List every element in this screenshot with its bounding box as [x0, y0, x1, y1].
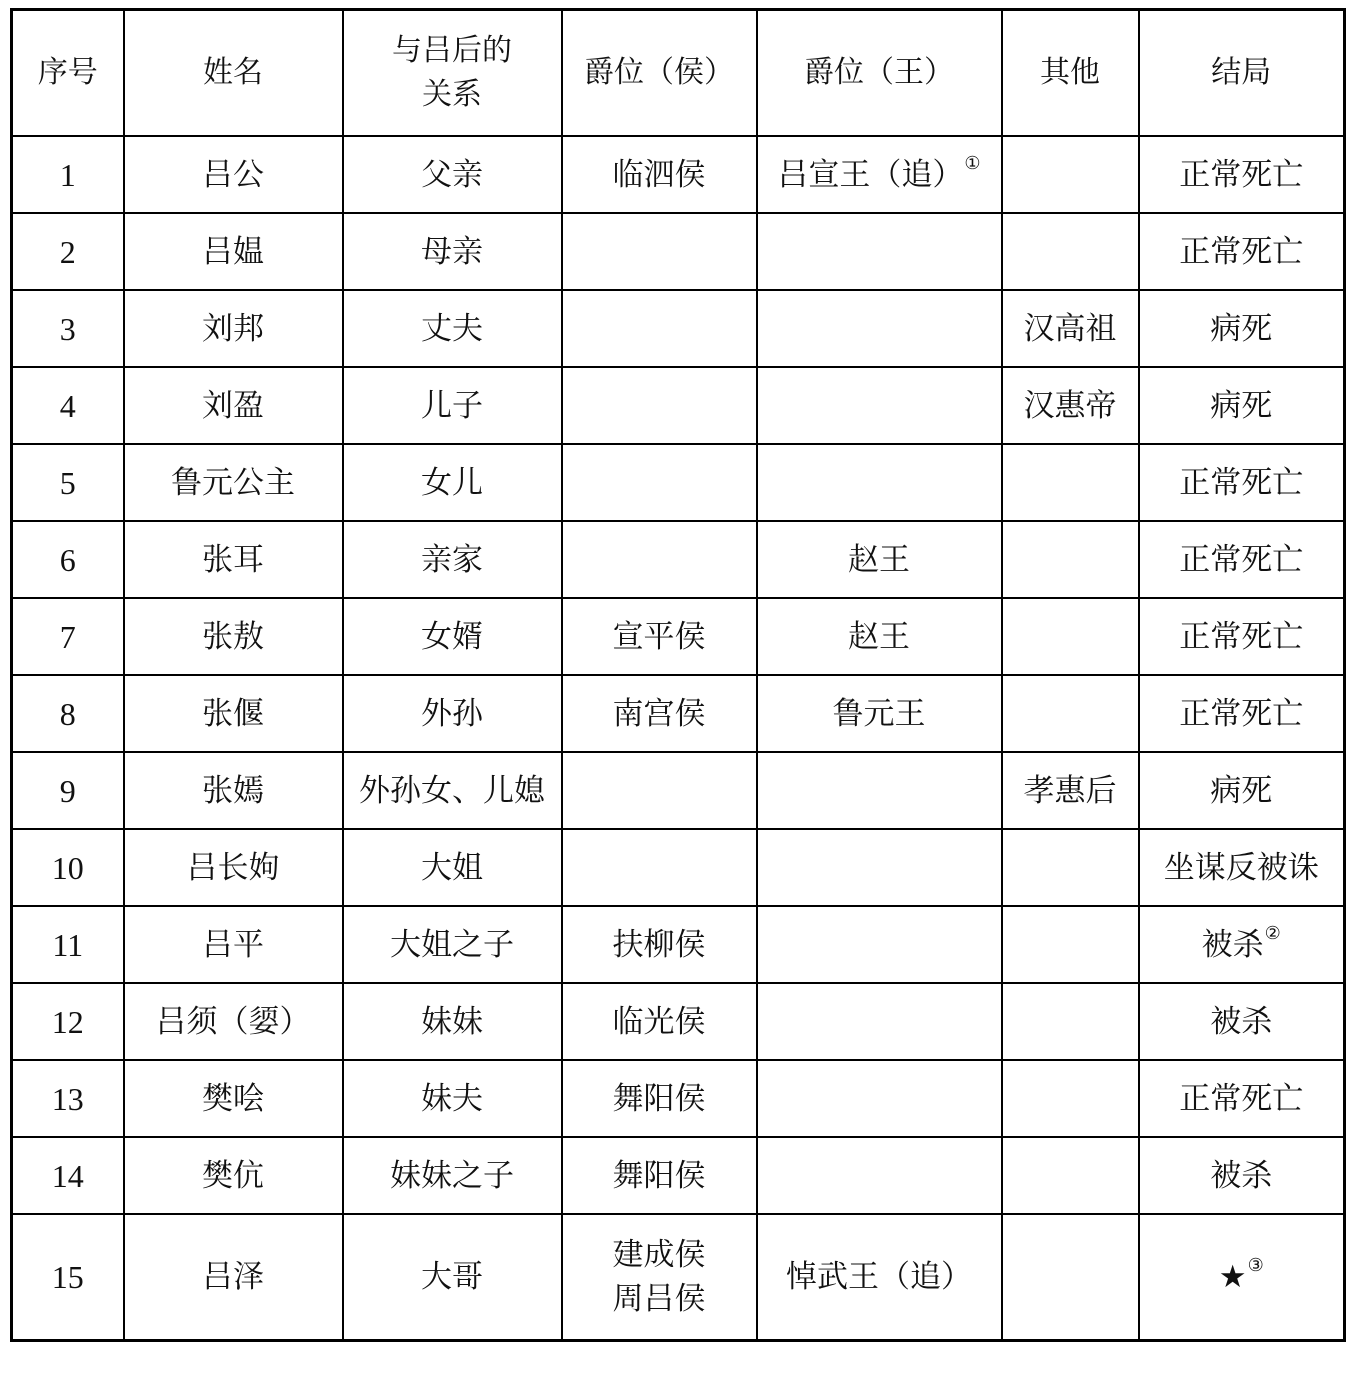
cell-outcome-text: 正常死亡 — [1179, 618, 1304, 655]
cell-no: 6 — [12, 521, 124, 598]
table-row — [12, 1214, 1345, 1341]
table-row — [12, 598, 1345, 675]
cell-no: 2 — [12, 213, 124, 290]
cell-other — [1002, 983, 1139, 1060]
table-row — [12, 983, 1345, 1060]
cell-no: 1 — [12, 136, 124, 213]
col-header-king: 爵位（王） — [757, 10, 1002, 137]
footnote-marker: ① — [964, 152, 981, 174]
cell-outcome — [1139, 213, 1345, 290]
cell-marquis-title-2: 周吕侯 — [612, 1281, 706, 1317]
cell-outcome — [1139, 598, 1345, 675]
cell-no: 5 — [12, 444, 124, 521]
cell-name: 张嫣 — [124, 752, 343, 829]
cell-other — [1002, 598, 1139, 675]
cell-name: 张偃 — [124, 675, 343, 752]
col-header-other: 其他 — [1002, 10, 1139, 137]
cell-king — [757, 136, 1002, 213]
cell-name: 吕泽 — [124, 1214, 343, 1341]
cell-marquis: 宣平侯 — [562, 598, 757, 675]
cell-name: 吕长姁 — [124, 829, 343, 906]
cell-king — [757, 367, 1002, 444]
cell-marquis: 舞阳侯 — [562, 1137, 757, 1214]
cell-king — [757, 290, 1002, 367]
cell-outcome-text: 被杀 — [1201, 926, 1264, 963]
cell-outcome-text: 正常死亡 — [1179, 156, 1304, 193]
cell-other: 汉惠帝 — [1002, 367, 1139, 444]
table-body — [12, 136, 1345, 1341]
cell-king — [757, 675, 1002, 752]
col-header-name: 姓名 — [124, 10, 343, 137]
cell-no: 11 — [12, 906, 124, 983]
cell-king — [757, 752, 1002, 829]
cell-outcome — [1139, 367, 1345, 444]
cell-king — [757, 213, 1002, 290]
cell-name: 樊哙 — [124, 1060, 343, 1137]
cell-outcome — [1139, 290, 1345, 367]
col-header-relation-line1: 与吕后的 — [392, 33, 512, 68]
cell-name: 吕平 — [124, 906, 343, 983]
footnote-marker: ③ — [1247, 1255, 1264, 1276]
cell-outcome — [1139, 675, 1345, 752]
cell-outcome-text: 被杀 — [1210, 1003, 1273, 1040]
cell-no: 15 — [12, 1214, 124, 1341]
cell-marquis — [562, 752, 757, 829]
cell-marquis — [562, 1214, 757, 1341]
cell-king-text: 悼武王（追） — [786, 1259, 972, 1295]
cell-name: 刘邦 — [124, 290, 343, 367]
cell-outcome-text: 病死 — [1210, 772, 1273, 809]
cell-outcome — [1139, 1214, 1345, 1341]
cell-name: 樊伉 — [124, 1137, 343, 1214]
cell-outcome — [1139, 752, 1345, 829]
cell-other — [1002, 1060, 1139, 1137]
cell-other: 汉高祖 — [1002, 290, 1139, 367]
cell-marquis — [562, 213, 757, 290]
footnote-marker: ② — [1264, 922, 1281, 944]
cell-marquis: 舞阳侯 — [562, 1060, 757, 1137]
cell-king — [757, 983, 1002, 1060]
cell-outcome — [1139, 829, 1345, 906]
col-header-relation — [343, 10, 562, 137]
cell-marquis — [562, 290, 757, 367]
table-row — [12, 906, 1345, 983]
cell-king — [757, 521, 1002, 598]
cell-marquis: 扶柳侯 — [562, 906, 757, 983]
cell-no: 4 — [12, 367, 124, 444]
col-header-outcome: 结局 — [1139, 10, 1345, 137]
cell-marquis: 临光侯 — [562, 983, 757, 1060]
cell-relation: 外孙女、儿媳 — [343, 752, 562, 829]
cell-marquis — [562, 444, 757, 521]
cell-marquis: 临泗侯 — [562, 136, 757, 213]
cell-king — [757, 1060, 1002, 1137]
table-row — [12, 136, 1345, 213]
cell-other — [1002, 136, 1139, 213]
cell-outcome — [1139, 983, 1345, 1060]
cell-relation: 女儿 — [343, 444, 562, 521]
cell-no: 12 — [12, 983, 124, 1060]
cell-other — [1002, 444, 1139, 521]
table-row — [12, 290, 1345, 367]
table-row — [12, 675, 1345, 752]
cell-no: 13 — [12, 1060, 124, 1137]
cell-name: 张敖 — [124, 598, 343, 675]
cell-relation: 大姐 — [343, 829, 562, 906]
cell-other — [1002, 675, 1139, 752]
cell-outcome-text: 坐谋反被诛 — [1163, 849, 1319, 886]
table-row — [12, 1060, 1345, 1137]
cell-outcome — [1139, 1060, 1345, 1137]
table-row — [12, 1137, 1345, 1214]
cell-name: 吕公 — [124, 136, 343, 213]
cell-relation: 大哥 — [343, 1214, 562, 1341]
cell-king — [757, 598, 1002, 675]
cell-outcome — [1139, 521, 1345, 598]
cell-no: 14 — [12, 1137, 124, 1214]
table-row — [12, 444, 1345, 521]
cell-outcome-text: 病死 — [1210, 310, 1273, 347]
cell-relation: 儿子 — [343, 367, 562, 444]
cell-relation: 父亲 — [343, 136, 562, 213]
cell-relation: 妹妹之子 — [343, 1137, 562, 1214]
cell-name: 吕须（媭） — [124, 983, 343, 1060]
cell-no: 8 — [12, 675, 124, 752]
table-row — [12, 752, 1345, 829]
cell-no: 3 — [12, 290, 124, 367]
cell-no: 9 — [12, 752, 124, 829]
table-row — [12, 521, 1345, 598]
cell-king-text: 赵王 — [848, 618, 910, 655]
cell-king-text: 赵王 — [848, 541, 910, 578]
cell-name: 吕媪 — [124, 213, 343, 290]
cell-relation: 外孙 — [343, 675, 562, 752]
cell-outcome — [1139, 136, 1345, 213]
cell-name: 张耳 — [124, 521, 343, 598]
cell-king-text: 鲁元王 — [832, 695, 926, 732]
cell-no: 10 — [12, 829, 124, 906]
cell-other — [1002, 213, 1139, 290]
cell-relation: 女婿 — [343, 598, 562, 675]
col-header-marquis: 爵位（侯） — [562, 10, 757, 137]
cell-outcome-text: 正常死亡 — [1179, 541, 1304, 578]
cell-other — [1002, 521, 1139, 598]
cell-relation: 妹夫 — [343, 1060, 562, 1137]
cell-marquis — [562, 829, 757, 906]
cell-outcome-text: 正常死亡 — [1179, 1080, 1304, 1117]
cell-king-text: 吕宣王（追） — [777, 156, 964, 193]
cell-outcome-text: 被杀 — [1210, 1157, 1273, 1194]
cell-relation: 大姐之子 — [343, 906, 562, 983]
cell-name: 鲁元公主 — [124, 444, 343, 521]
cell-name: 刘盈 — [124, 367, 343, 444]
cell-king — [757, 906, 1002, 983]
cell-other — [1002, 906, 1139, 983]
header-row — [12, 10, 1345, 137]
cell-outcome-text: 正常死亡 — [1179, 695, 1304, 732]
cell-relation: 母亲 — [343, 213, 562, 290]
col-header-no: 序号 — [12, 10, 124, 137]
cell-outcome-text: 病死 — [1210, 387, 1273, 424]
cell-marquis: 南宫侯 — [562, 675, 757, 752]
cell-marquis-title-1: 建成侯 — [612, 1237, 706, 1273]
cell-other — [1002, 1214, 1139, 1341]
cell-outcome — [1139, 444, 1345, 521]
cell-relation: 妹妹 — [343, 983, 562, 1060]
cell-no: 7 — [12, 598, 124, 675]
cell-king — [757, 829, 1002, 906]
cell-king — [757, 1137, 1002, 1214]
cell-other: 孝惠后 — [1002, 752, 1139, 829]
cell-relation: 亲家 — [343, 521, 562, 598]
table-row — [12, 367, 1345, 444]
relatives-table — [10, 8, 1346, 1342]
cell-king — [757, 1214, 1002, 1341]
cell-outcome-text: ★ — [1218, 1259, 1247, 1295]
cell-relation: 丈夫 — [343, 290, 562, 367]
cell-outcome — [1139, 906, 1345, 983]
cell-other — [1002, 1137, 1139, 1214]
cell-marquis — [562, 367, 757, 444]
cell-outcome-text: 正常死亡 — [1179, 464, 1304, 501]
col-header-relation-line2: 关系 — [422, 77, 482, 112]
cell-outcome — [1139, 1137, 1345, 1214]
table-row — [12, 213, 1345, 290]
cell-marquis — [562, 521, 757, 598]
table-row — [12, 829, 1345, 906]
cell-other — [1002, 829, 1139, 906]
cell-outcome-text: 正常死亡 — [1179, 233, 1304, 270]
cell-king — [757, 444, 1002, 521]
